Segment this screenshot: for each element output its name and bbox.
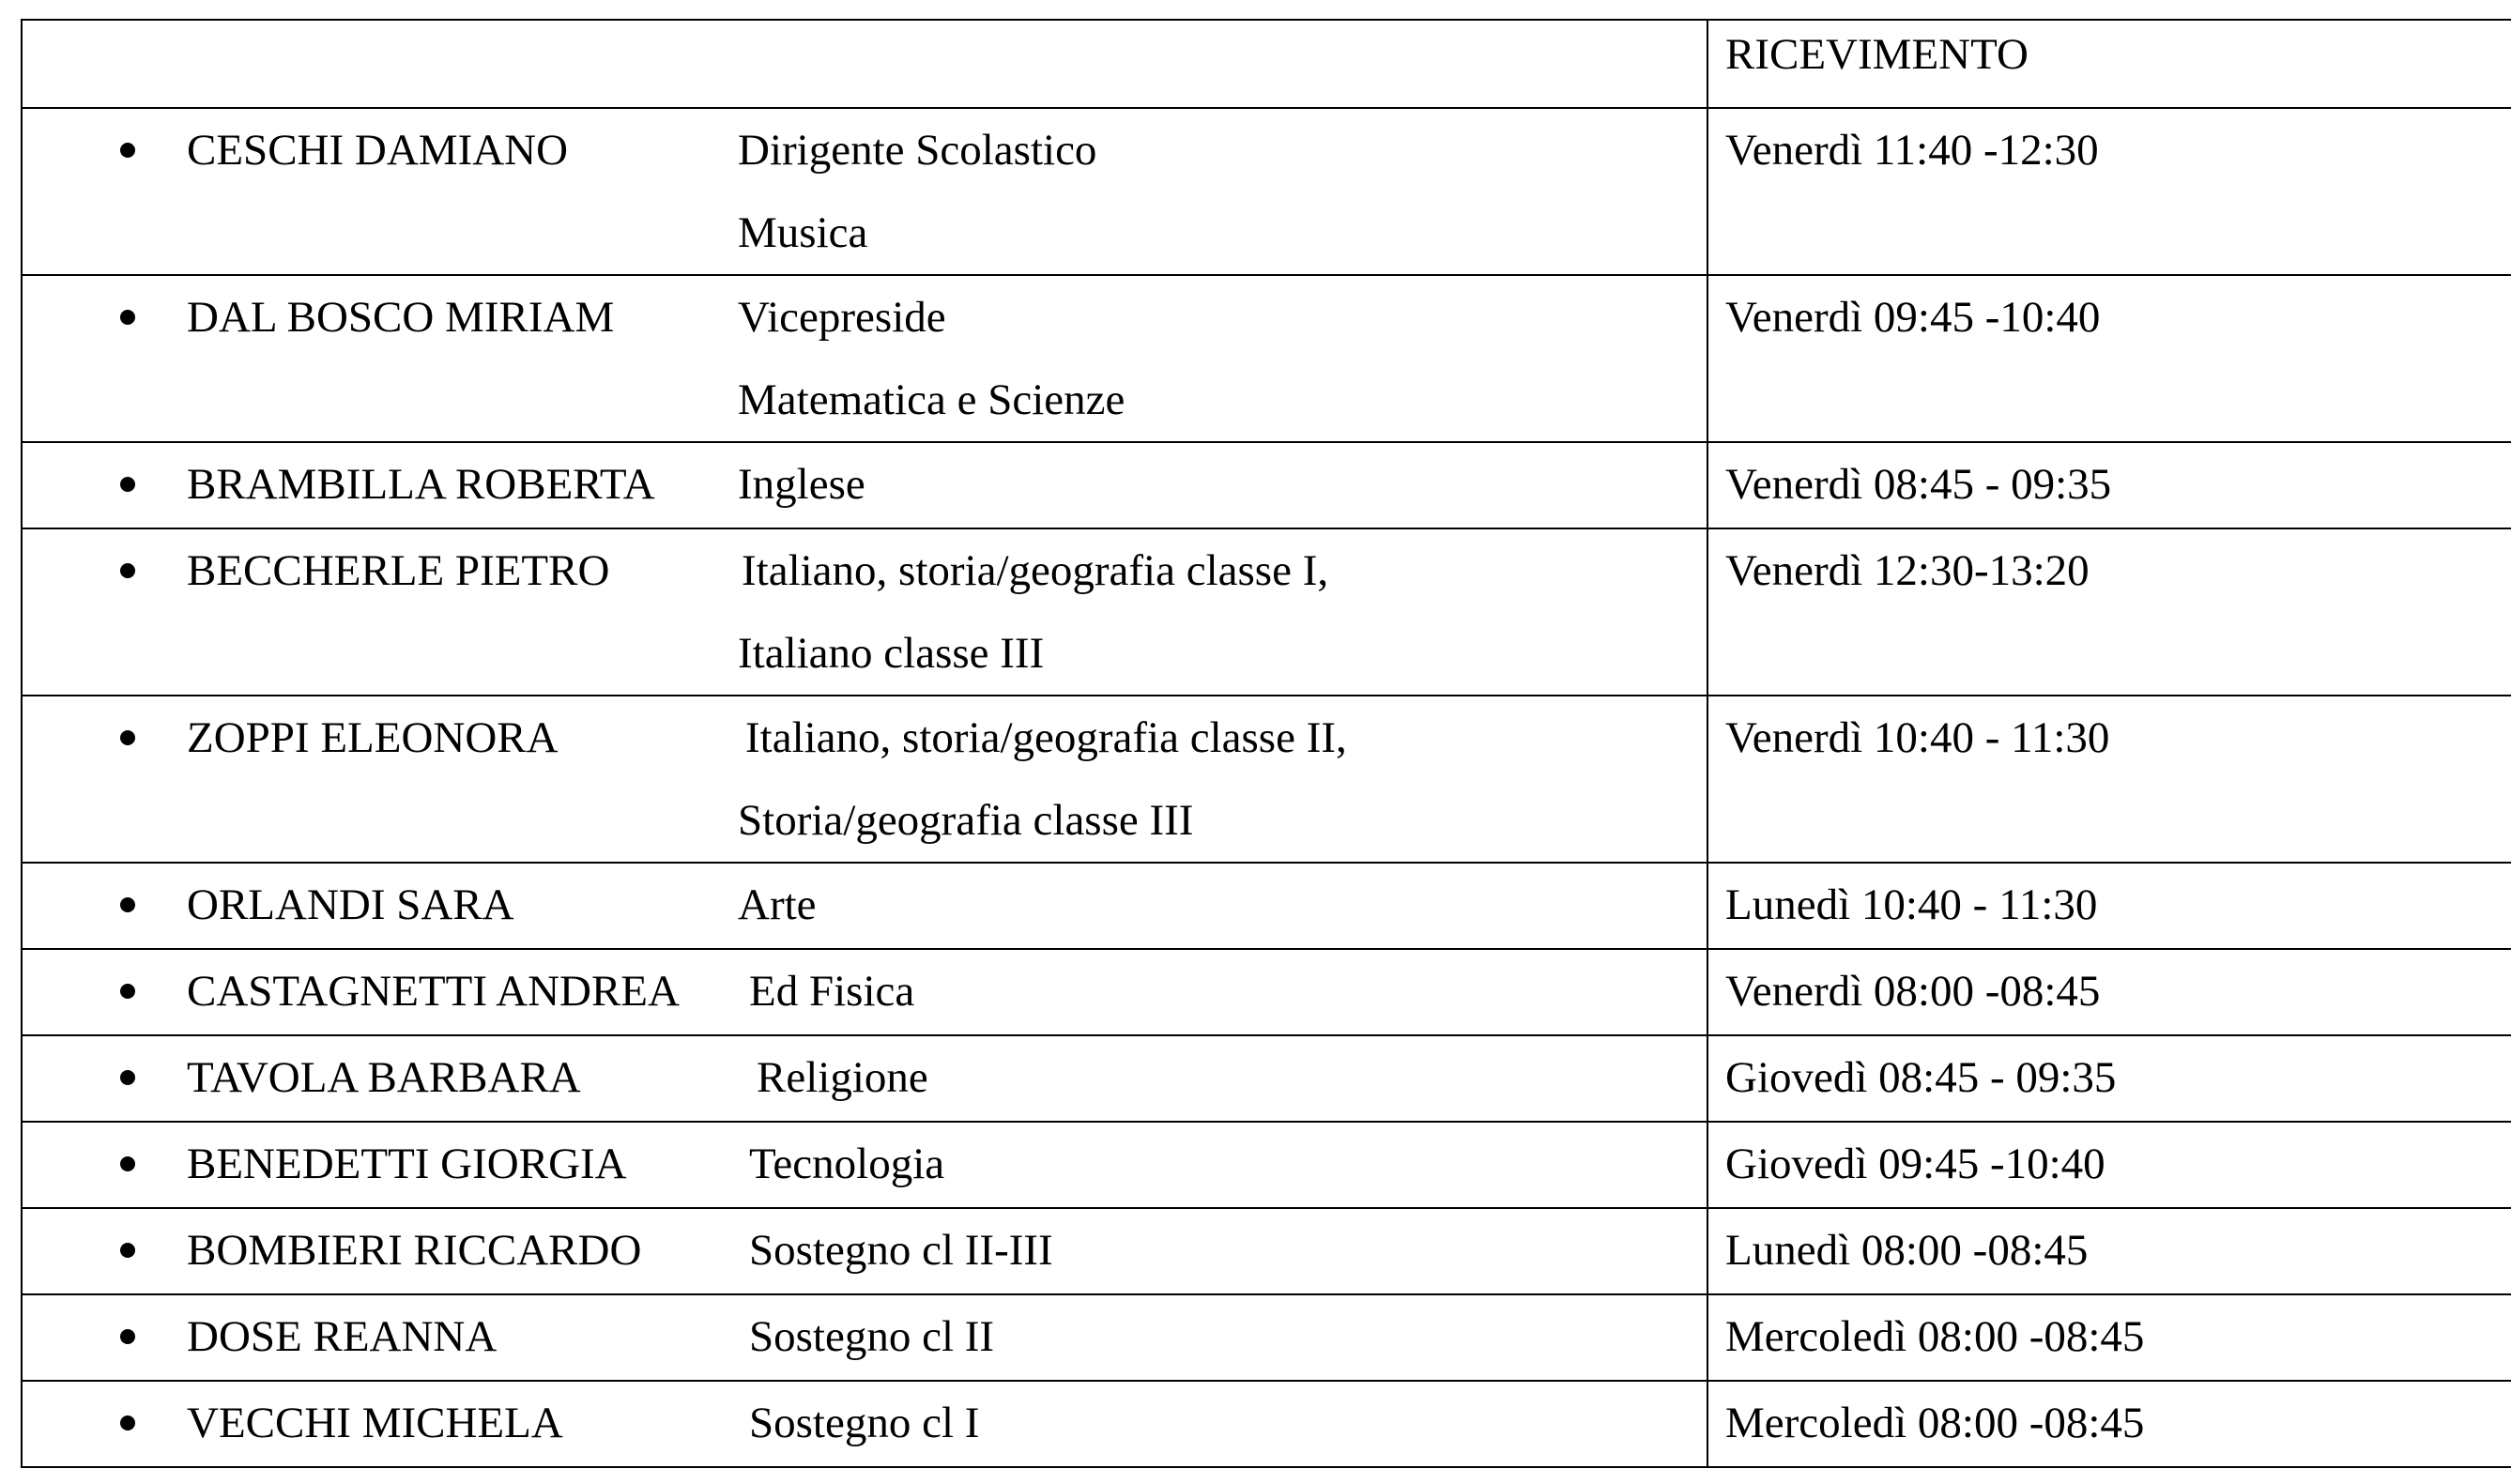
subject-line: Italiano classe III	[738, 629, 1045, 678]
bullet-icon	[120, 1415, 135, 1430]
ricevimento-time: Mercoledì 08:00 -08:45	[1707, 1381, 2511, 1467]
teacher-name: ORLANDI SARA	[187, 880, 514, 929]
table-row	[22, 863, 2511, 949]
teacher-name: BENEDETTI GIORGIA	[187, 1140, 627, 1188]
teacher-subject	[749, 1209, 1053, 1292]
subject-line: Musica	[738, 208, 868, 257]
ricevimento-time: Lunedì 08:00 -08:45	[1707, 1208, 2511, 1294]
teacher-name: DAL BOSCO MIRIAM	[187, 293, 615, 342]
subject-line: Italiano, storia/geografia classe II,	[745, 713, 1347, 762]
teacher-subject	[749, 1295, 994, 1378]
header-empty-cell	[22, 20, 1707, 108]
subject-line: Inglese	[738, 460, 865, 509]
bullet-icon	[120, 1329, 135, 1344]
teacher-name: VECCHI MICHELA	[187, 1399, 563, 1447]
ricevimento-time: Venerdì 11:40 -12:30	[1707, 108, 2511, 275]
teacher-schedule-table	[21, 19, 2511, 1468]
table-row	[22, 1035, 2511, 1122]
subject-line: Storia/geografia classe III	[738, 796, 1194, 845]
subject-line: Arte	[738, 880, 817, 929]
subject-line: Sostegno cl I	[749, 1399, 980, 1447]
ricevimento-time: Lunedì 10:40 - 11:30	[1707, 863, 2511, 949]
subject-line: Religione	[757, 1053, 928, 1102]
teacher-name: CESCHI DAMIANO	[187, 126, 569, 175]
bullet-icon	[120, 143, 135, 158]
ricevimento-time: Giovedì 08:45 - 09:35	[1707, 1035, 2511, 1122]
subject-line: Sostegno cl II	[749, 1312, 995, 1361]
bullet-icon	[120, 310, 135, 325]
bullet-icon	[120, 477, 135, 492]
ricevimento-time: Venerdì 08:00 -08:45	[1707, 949, 2511, 1035]
teacher-subject	[738, 276, 1125, 441]
table-row	[22, 1294, 2511, 1381]
teacher-subject	[757, 1036, 928, 1119]
bullet-icon	[120, 730, 135, 745]
teacher-subject	[738, 443, 865, 526]
subject-line: Vicepreside	[738, 293, 946, 342]
ricevimento-time: Venerdì 09:45 -10:40	[1707, 275, 2511, 442]
bullet-icon	[120, 984, 135, 999]
table-header-row	[22, 20, 2511, 108]
teacher-name: BRAMBILLA ROBERTA	[187, 460, 655, 509]
teacher-name: CASTAGNETTI ANDREA	[187, 967, 680, 1016]
ricevimento-time: Giovedì 09:45 -10:40	[1707, 1122, 2511, 1208]
bullet-icon	[120, 1243, 135, 1258]
ricevimento-time: Venerdì 10:40 - 11:30	[1707, 696, 2511, 863]
bullet-icon	[120, 1156, 135, 1171]
teacher-name: TAVOLA BARBARA	[187, 1053, 581, 1102]
table-row	[22, 108, 2511, 275]
teacher-name: BOMBIERI RICCARDO	[187, 1226, 642, 1275]
subject-line: Ed Fisica	[749, 967, 915, 1016]
subject-line: Dirigente Scolastico	[738, 126, 1097, 175]
ricevimento-time: Venerdì 12:30-13:20	[1707, 528, 2511, 696]
subject-line: Matematica e Scienze	[738, 375, 1125, 424]
table-row	[22, 1208, 2511, 1294]
teacher-name: ZOPPI ELEONORA	[187, 713, 559, 762]
bullet-icon	[120, 897, 135, 912]
teacher-name: BECCHERLE PIETRO	[187, 546, 610, 595]
teacher-subject	[738, 109, 1096, 274]
table-row	[22, 275, 2511, 442]
ricevimento-time: Mercoledì 08:00 -08:45	[1707, 1294, 2511, 1381]
teacher-name: DOSE REANNA	[187, 1312, 498, 1361]
teacher-subject	[749, 1382, 979, 1464]
ricevimento-time: Venerdì 08:45 - 09:35	[1707, 442, 2511, 528]
subject-line: Tecnologia	[749, 1140, 945, 1188]
bullet-icon	[120, 1070, 135, 1085]
table-row	[22, 1122, 2511, 1208]
table-row	[22, 528, 2511, 696]
table-row	[22, 696, 2511, 863]
teacher-subject	[749, 1123, 944, 1205]
teacher-subject	[738, 529, 1329, 695]
bullet-icon	[120, 563, 135, 578]
table-row	[22, 442, 2511, 528]
subject-line: Italiano, storia/geografia classe I,	[742, 546, 1329, 595]
teacher-subject	[738, 864, 817, 946]
table-row	[22, 949, 2511, 1035]
teacher-subject	[749, 950, 914, 1033]
table-row	[22, 1381, 2511, 1467]
teacher-subject	[738, 696, 1347, 862]
subject-line: Sostegno cl II-III	[749, 1226, 1053, 1275]
ricevimento-header: RICEVIMENTO	[1707, 20, 2511, 108]
